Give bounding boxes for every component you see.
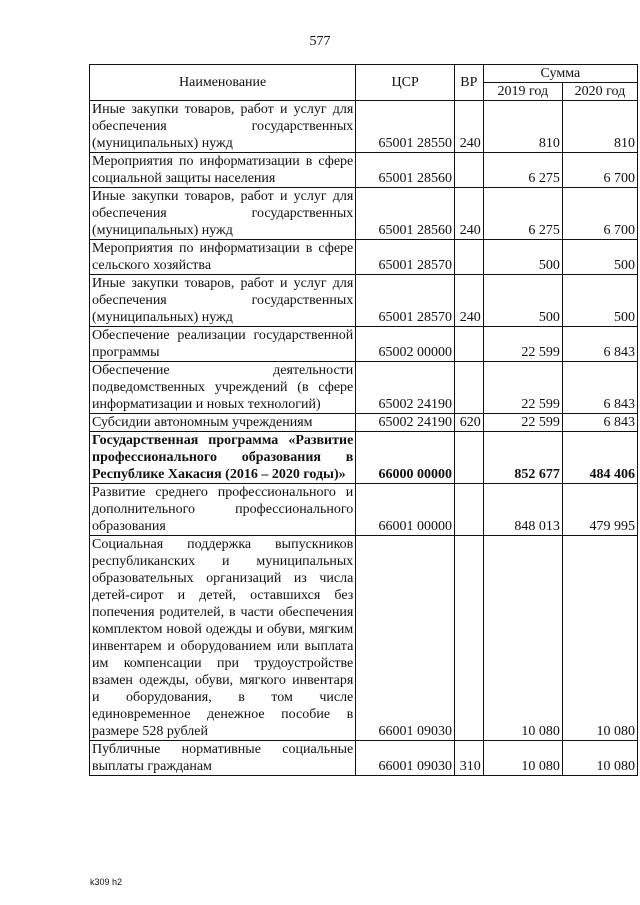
row-2020-cell: 10 080: [562, 536, 637, 741]
row-vr-cell: 240: [454, 188, 483, 240]
row-2020-cell: 6 843: [562, 414, 637, 432]
row-name-cell: Социальная поддержка выпускников республиканских и муниципальных образовательных организаций из числа детей-сирот и детей, оставшихся без попечения родителей, в части обеспечения комплектом новой одежды и обуви, мягким инвентарем и оборудованием или выплата им компенсации при трудоустройстве взамен одежды, обуви, мягкого инвентаря и оборудования, в том числе единовременное денежное пособие в размере 528 рублей: [90, 536, 356, 741]
header-year-2020: 2020 год: [562, 83, 637, 101]
row-vr-cell: [454, 240, 483, 275]
table-row: [90, 275, 638, 327]
row-vr-cell: 240: [454, 275, 483, 327]
header-sum: Сумма: [483, 65, 637, 83]
row-csr-cell: 66001 09030: [356, 741, 455, 776]
table-row: [90, 432, 638, 484]
row-2019-cell: 810: [483, 101, 562, 153]
row-name-cell: Иные закупки товаров, работ и услуг для обеспечения государственных (муниципальных) нужд: [90, 101, 356, 153]
header-year-2019: 2019 год: [483, 83, 562, 101]
row-2019-cell: 500: [483, 275, 562, 327]
table-row: [90, 188, 638, 240]
row-name-cell: Обеспечение реализации государственной программы: [90, 327, 356, 362]
row-2019-cell: 22 599: [483, 327, 562, 362]
row-name-cell: Иные закупки товаров, работ и услуг для обеспечения государственных (муниципальных) нужд: [90, 188, 356, 240]
footer-code: k309 h2: [90, 877, 123, 887]
row-vr-cell: [454, 153, 483, 188]
row-2020-cell: 479 995: [562, 484, 637, 536]
row-csr-cell: 66001 00000: [356, 484, 455, 536]
row-2019-cell: 6 275: [483, 188, 562, 240]
table-row: [90, 536, 638, 741]
row-vr-cell: [454, 432, 483, 484]
header-name: Наименование: [90, 65, 356, 101]
row-2019-cell: 848 013: [483, 484, 562, 536]
row-name-cell: Развитие среднего профессионального и дополнительного профессионального образования: [90, 484, 356, 536]
table-row: [90, 153, 638, 188]
row-vr-cell: [454, 327, 483, 362]
row-2020-cell: 810: [562, 101, 637, 153]
row-name-cell: Обеспечение деятельности подведомственных учреждений (в сфере информатизации и новых технологий): [90, 362, 356, 414]
row-2019-cell: 10 080: [483, 741, 562, 776]
row-csr-cell: 66001 09030: [356, 536, 455, 741]
row-name-cell: Государственная программа «Развитие профессионального образования в Республике Хакасия (2016 – 2020 годы)»: [90, 432, 356, 484]
row-csr-cell: 65001 28560: [356, 188, 455, 240]
row-2020-cell: 500: [562, 240, 637, 275]
row-2020-cell: 6 700: [562, 153, 637, 188]
row-name-cell: Мероприятия по информатизации в сфере сельского хозяйства: [90, 240, 356, 275]
row-csr-cell: 65002 00000: [356, 327, 455, 362]
row-2020-cell: 6 843: [562, 327, 637, 362]
row-2019-cell: 22 599: [483, 414, 562, 432]
row-vr-cell: 310: [454, 741, 483, 776]
row-name-cell: Мероприятия по информатизации в сфере социальной защиты населения: [90, 153, 356, 188]
row-csr-cell: 65001 28560: [356, 153, 455, 188]
row-vr-cell: [454, 484, 483, 536]
row-2020-cell: 6 700: [562, 188, 637, 240]
table-row: [90, 327, 638, 362]
row-csr-cell: 65001 28550: [356, 101, 455, 153]
table-row: [90, 741, 638, 776]
row-vr-cell: 620: [454, 414, 483, 432]
row-vr-cell: 240: [454, 101, 483, 153]
row-csr-cell: 65002 24190: [356, 414, 455, 432]
row-2020-cell: 10 080: [562, 741, 637, 776]
row-vr-cell: [454, 362, 483, 414]
row-2019-cell: 852 677: [483, 432, 562, 484]
row-name-cell: Субсидии автономным учреждениям: [90, 414, 356, 432]
row-csr-cell: 65001 28570: [356, 240, 455, 275]
budget-table: [89, 64, 638, 776]
row-2020-cell: 6 843: [562, 362, 637, 414]
row-2020-cell: 500: [562, 275, 637, 327]
row-csr-cell: 65002 24190: [356, 362, 455, 414]
header-csr: ЦСР: [356, 65, 455, 101]
row-csr-cell: 65001 28570: [356, 275, 455, 327]
row-name-cell: Иные закупки товаров, работ и услуг для обеспечения государственных (муниципальных) нужд: [90, 275, 356, 327]
table-row: [90, 362, 638, 414]
table-row: [90, 484, 638, 536]
row-name-cell: Публичные нормативные социальные выплаты гражданам: [90, 741, 356, 776]
page-number: 577: [309, 34, 331, 49]
table-row: [90, 240, 638, 275]
row-2019-cell: 22 599: [483, 362, 562, 414]
row-2019-cell: 6 275: [483, 153, 562, 188]
table-body: [90, 101, 638, 776]
row-2019-cell: 500: [483, 240, 562, 275]
row-2020-cell: 484 406: [562, 432, 637, 484]
row-2019-cell: 10 080: [483, 536, 562, 741]
row-csr-cell: 66000 00000: [356, 432, 455, 484]
table-row: [90, 101, 638, 153]
header-vr: ВР: [454, 65, 483, 101]
table-row: [90, 414, 638, 432]
row-vr-cell: [454, 536, 483, 741]
